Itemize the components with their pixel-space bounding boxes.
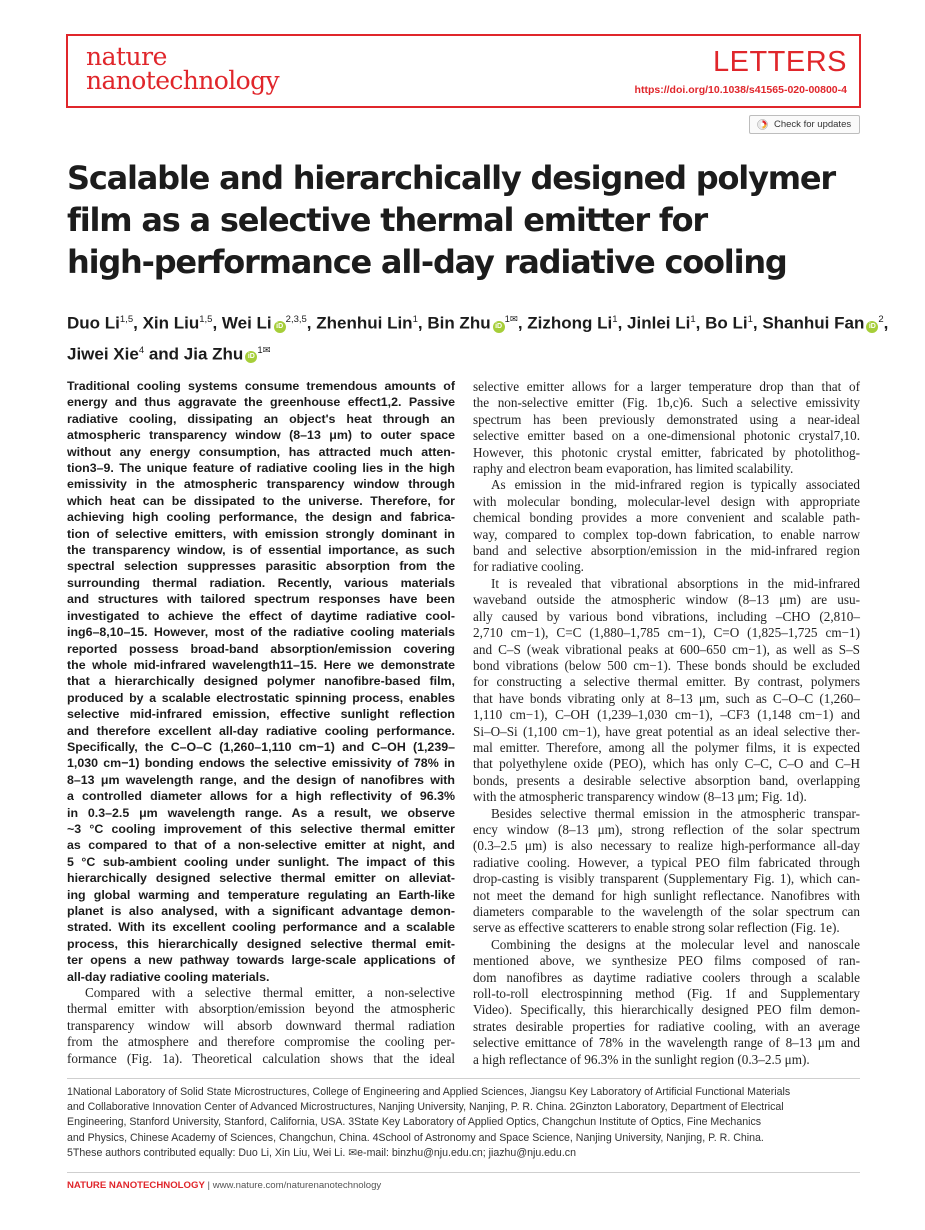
- text-line: Specifically, the C–O–C (1,260–1,110 cm−1) and C–OH (1,239–: [67, 739, 455, 754]
- text-line: Traditional cooling systems consume tremendous amounts of: [67, 379, 455, 393]
- text-line: mal emitter. Therefore, among all the polymer films, it is expected: [473, 739, 860, 755]
- check-updates-icon: [757, 119, 768, 130]
- text-line: tion of selective emitters, with emission strongly dominant in: [67, 526, 455, 541]
- footer-divider: [67, 1172, 860, 1173]
- text-line: planet is also analysed, with a significant advantage demon-: [67, 904, 455, 918]
- author-name[interactable]: Jia Zhu: [183, 344, 244, 364]
- text-line: that a hierarchically designed polymer nanofibre-based film,: [67, 674, 455, 689]
- affiliation-line: and Collaborative Innovation Center of Advanced Microstructures, Nanjing University, Nanjing, P. R. China. 2Ginzton Laboratory, Department of Electrical: [67, 1101, 784, 1114]
- text-line: formance (Fig. 1a). Theoretical calculation shows that the ideal: [67, 1050, 455, 1066]
- text-line: selective emitter based on a one-dimensional photonic crystal7,10.: [473, 428, 860, 444]
- affiliation-line: and Physics, Chinese Academy of Sciences, Changchun, China. 4School of Astronomy and Space Science, Nanjing University, Nanjing, P. R. China.: [67, 1131, 764, 1144]
- text-line: roll-to-roll electrospinning method (Fig. 1f and Supplementary: [473, 986, 860, 1002]
- text-line: thermal emitter with absorption/emission beyond the atmospheric: [67, 1001, 455, 1017]
- text-line: that have bonds vibrating only at 8–13 μm, such as C–O–C (1,260–: [473, 690, 860, 706]
- text-line: as compared to that of a non-selective emitter at night, and: [67, 838, 455, 853]
- text-line: all-day radiative cooling materials.: [67, 969, 270, 984]
- text-line: drop-casting is visibly transparent (Supplementary Fig. 1), which can-: [473, 871, 860, 887]
- text-line: that polyethylene oxide (PEO), which has only C–C, C–O and C–H: [473, 756, 860, 772]
- text-line: and structures with tailored spectrum responses have been: [67, 592, 455, 607]
- text-line: Besides selective thermal emission in the atmospheric transpar-: [491, 805, 860, 821]
- text-line: the transparency window, is of essential importance, as such: [67, 543, 455, 558]
- footer-separator: |: [204, 1180, 213, 1191]
- body-column: [473, 379, 860, 1068]
- text-line: Combining the designs at the molecular level and nanoscale: [491, 936, 860, 952]
- text-line: for constructing a selective thermal emitter. By contrast, polymers: [473, 674, 860, 690]
- author-affiliation: 2,3,5: [285, 314, 307, 325]
- check-updates-label: Check for updates: [774, 119, 852, 130]
- text-line: the non-selective emitter (Fig. 1b,c)6. Such a selective emissivity: [473, 395, 860, 411]
- author-affiliation: 1✉: [504, 314, 518, 325]
- text-line: and therefore excellent all-day radiative cooling performance.: [67, 723, 455, 738]
- text-line: a high reflectance of 96.3% in the sunlight region (0.3–2.5 μm).: [473, 1051, 810, 1067]
- text-line: process, this hierarchically designed selective thermal emit-: [67, 936, 455, 951]
- author-separator: ,: [517, 313, 528, 333]
- text-line: 5 °C sub-ambient cooling under sunlight. The impact of this: [67, 854, 455, 869]
- text-line: strates desirable properties for radiative cooling, with an average: [473, 1018, 860, 1034]
- text-line: with molecular bonding, molecular-level design with appropriate: [473, 493, 860, 509]
- author-affiliation: 1: [747, 314, 753, 325]
- author-name[interactable]: Jinlei Li: [627, 313, 691, 333]
- text-line: bonds, presents a desirable selective absorption band, overlapping: [473, 772, 860, 788]
- text-line: emissivity in the atmospheric transparency window through: [67, 477, 455, 492]
- author-name[interactable]: Xin Liu: [142, 313, 200, 333]
- text-line: Video). Specifically, this hierarchically designed PEO film demon-: [473, 1002, 860, 1018]
- text-line: waveband outside the atmospheric window (8–13 μm) are usu-: [473, 592, 860, 608]
- author-line: [67, 337, 867, 368]
- author-separator: ,: [617, 313, 628, 333]
- text-line: band and selective absorption/emission in the mid-infrared region: [473, 543, 860, 559]
- text-line: 8–13 μm wavelength range, and the design of nanofibres with: [67, 772, 455, 787]
- author-name[interactable]: Duo Li: [67, 313, 120, 333]
- text-line: As emission in the mid-infrared region is typically associated: [491, 477, 860, 493]
- text-line: from the atmosphere and therefore compromise the cooling per-: [67, 1034, 455, 1050]
- text-line: ency window (8–13 μm), strong reflection of the solar spectrum: [473, 821, 860, 837]
- text-line: without any energy consumption, has attracted much atten-: [67, 444, 455, 459]
- text-line: produced by a scalable electrostatic spinning process, enables: [67, 690, 455, 705]
- text-line: selective emittance of 78% in the wavelength range of 8–13 μm and: [473, 1035, 860, 1051]
- text-line: hierarchically designed selective thermal emitter on alleviat-: [67, 871, 455, 886]
- title-line: Scalable and hierarchically designed polymer: [67, 159, 835, 197]
- text-line: spectrum has been previously demonstrated using a near-ideal: [473, 411, 860, 427]
- author-affiliation: 1,5: [199, 314, 213, 325]
- author-affiliation: 1: [690, 314, 696, 325]
- section-label: LETTERS: [712, 46, 847, 78]
- abstract-column: [67, 378, 455, 1067]
- text-line: 1,110 cm−1), C–OH (1,239–1,030 cm−1), –CF3 (1,148 cm−1) and: [473, 707, 860, 723]
- text-line: diameters comparable to the wavelength of the solar spectrum can: [473, 904, 860, 919]
- text-line: a controlled diameter allows for a high reflectivity of 96.3%: [67, 789, 455, 804]
- author-affiliation: 1: [412, 314, 418, 325]
- affiliation-line: 1National Laboratory of Solid State Microstructures, College of Engineering and Applied Sciences, Jiangsu Key Laboratory of Artificial Functional Materials: [67, 1086, 791, 1098]
- text-line: Si–O–Si (1,100 cm−1), have great potential as an ideal selective ther-: [473, 723, 860, 739]
- author-line: Duo Li$^{1,5}$, Xin Liu$^{1,5}$, Wei Li iD$^{2,3,5}$, Zhenhui Lin$^1$, Bin Zhu $iD^{1✉}$, Zizhong Li$^1$, Jinlei Li$^1$, Bo Li$^1$, Shanhui Fan $iD^2$,: [67, 313, 889, 333]
- affiliation-line: Engineering, Stanford University, Stanford, California, USA. 3State Key Laboratory of Applied Optics, Changchun Institute of Optics, Fine Mechanics: [67, 1116, 762, 1129]
- author-affiliation: 1✉: [257, 344, 271, 356]
- page-footer: [67, 1180, 381, 1191]
- text-line: with the atmospheric transparency window (8–13 μm; Fig. 1d).: [473, 789, 807, 805]
- author-separator: ,: [752, 313, 763, 333]
- text-line: ter opens a new pathway towards large-scale applications of: [67, 953, 455, 968]
- text-line: the whole mid-infrared wavelength11–15. Here we demonstrate: [67, 657, 455, 672]
- author-separator: ,: [133, 313, 143, 333]
- text-line: and C–S (weak vibrational peaks at 600–650 cm−1), as well as S–S: [473, 641, 860, 657]
- text-line: However, this photonic crystal emitter, fabricated by photolithog-: [473, 444, 860, 460]
- text-line: ing6–8,10–15. However, most of the radiative cooling materials: [67, 625, 455, 640]
- text-line: radiative cooling, dissipating an object's heat through an: [67, 411, 455, 426]
- journal-name-line2: nanotechnology: [86, 66, 280, 95]
- text-line: ~3 °C cooling improvement of this selective thermal emitter: [67, 821, 455, 836]
- orcid-icon[interactable]: iD: [245, 351, 257, 363]
- orcid-icon[interactable]: iD: [274, 321, 286, 333]
- text-line: It is revealed that vibrational absorptions in the mid-infrared: [491, 575, 860, 591]
- author-name[interactable]: Zhenhui Lin: [316, 313, 413, 333]
- author-name[interactable]: Wei Li: [221, 313, 272, 333]
- text-line: mentioned above, we synthesize PEO films composed of ran-: [473, 953, 860, 969]
- text-line: achieving high cooling performance, the design and fabrica-: [67, 510, 455, 525]
- author-name[interactable]: Zizhong Li: [527, 313, 613, 333]
- text-line: chemical bonding provides a more convenient and scalable path-: [473, 510, 860, 526]
- text-line: way, compared to complex top-down fabrication, to enable narrow: [473, 526, 860, 542]
- text-line: selective emitter allows for a larger temperature drop than that of: [473, 379, 860, 394]
- text-line: surrounding thermal radiation. Recently, various materials: [67, 575, 455, 590]
- affiliation-divider: [67, 1078, 860, 1079]
- affiliations: [67, 1085, 867, 1161]
- author-name[interactable]: Shanhui Fan: [762, 313, 865, 333]
- text-line: 1,030 cm−1) bonding endows the selective emissivity of 78% in: [67, 756, 455, 771]
- text-line: dom nanofibres as daytime radiative coolers through a scalable: [473, 969, 860, 985]
- title-line: film as a selective thermal emitter for: [67, 201, 707, 239]
- text-line: transparency window will absorb downward thermal radiation: [67, 1017, 455, 1033]
- text-line: not meet the demand for high sunlight reflectance. Nanofibres with: [473, 887, 860, 903]
- author-separator: ,: [306, 313, 317, 333]
- author-affiliation: 2: [878, 314, 884, 325]
- text-line: Compared with a selective thermal emitter, a non-selective: [85, 985, 455, 1001]
- text-line: reported possess broad-band absorption/emission covering: [67, 641, 455, 656]
- orcid-icon[interactable]: iD: [493, 321, 505, 333]
- text-line: ally caused by various bond vibrations, including –CHO (2,810–: [473, 608, 860, 624]
- doi-link[interactable]: https://doi.org/10.1038/s41565-020-00800-4: [634, 84, 847, 96]
- article-title: [67, 157, 867, 283]
- journal-name-line1: nature: [86, 42, 167, 71]
- author-separator: and: [144, 344, 184, 364]
- text-line: bond vibrations (below 500 cm−1). These bonds should be excluded: [473, 657, 860, 673]
- orcid-icon[interactable]: iD: [866, 321, 878, 333]
- check-for-updates-button[interactable]: [749, 115, 860, 134]
- author-list: [67, 306, 889, 367]
- text-line: energy and thus aggravate the greenhouse effect1,2. Passive: [67, 395, 455, 410]
- footer-url[interactable]: www.nature.com/naturenanotechnology: [212, 1180, 382, 1191]
- text-line: 2,710 cm−1), C=C (1,880–1,785 cm−1), C=O (1,825–1,725 cm−1): [473, 625, 860, 641]
- text-line: tion3–9. The unique feature of radiative cooling lies in the high: [67, 461, 455, 476]
- text-line: raphy and electron beam evaporation, has limited scalability.: [473, 461, 794, 477]
- author-name[interactable]: Bo Li: [705, 313, 748, 333]
- author-separator: ,: [695, 313, 706, 333]
- author-separator: ,: [417, 313, 428, 333]
- text-line: for radiative cooling.: [473, 559, 584, 575]
- footer-journal: NATURE NANOTECHNOLOGY: [67, 1180, 205, 1191]
- title-line: high-performance all-day radiative cooling: [67, 243, 787, 281]
- author-name[interactable]: Jiwei Xie: [67, 344, 139, 364]
- author-affiliation: 4: [138, 344, 145, 356]
- text-line: (0.3–2.5 μm) is also necessary to realize high-performance all-day: [473, 838, 860, 854]
- text-line: which heat can be dissipated to the universe. Therefore, for: [67, 493, 455, 508]
- text-line: atmospheric transparency window (8–13 μm) to outer space: [67, 428, 455, 443]
- author-separator: ,: [212, 313, 222, 333]
- author-affiliation: 1,5: [119, 314, 134, 325]
- text-line: radiative cooling. However, a typical PEO film fabricated through: [473, 854, 860, 870]
- author-affiliation: 1: [612, 314, 618, 325]
- author-name[interactable]: Bin Zhu: [427, 313, 491, 333]
- text-line: ing global warming and temperature regulating an Earth-like: [67, 887, 455, 902]
- text-line: in 0.3–2.5 μm wavelength range. As a result, we observe: [67, 805, 455, 820]
- text-line: investigated to achieve the effect of daytime radiative cool-: [67, 608, 455, 623]
- text-line: spectral selection suppresses parasitic absorption from the: [67, 559, 455, 574]
- affiliation-line: 5These authors contributed equally: Duo Li, Xin Liu, Wei Li. ✉e-mail: binzhu@nju.edu.cn; jiazhu@nju.edu.cn: [67, 1146, 576, 1159]
- text-line: selective mid-infrared emission, effective sunlight reflection: [67, 707, 455, 722]
- text-line: serve as effective scatterers to enable strong solar reflection (Fig. 1e).: [473, 920, 840, 936]
- text-line: strated. With its excellent cooling performance and a scalable: [67, 920, 455, 935]
